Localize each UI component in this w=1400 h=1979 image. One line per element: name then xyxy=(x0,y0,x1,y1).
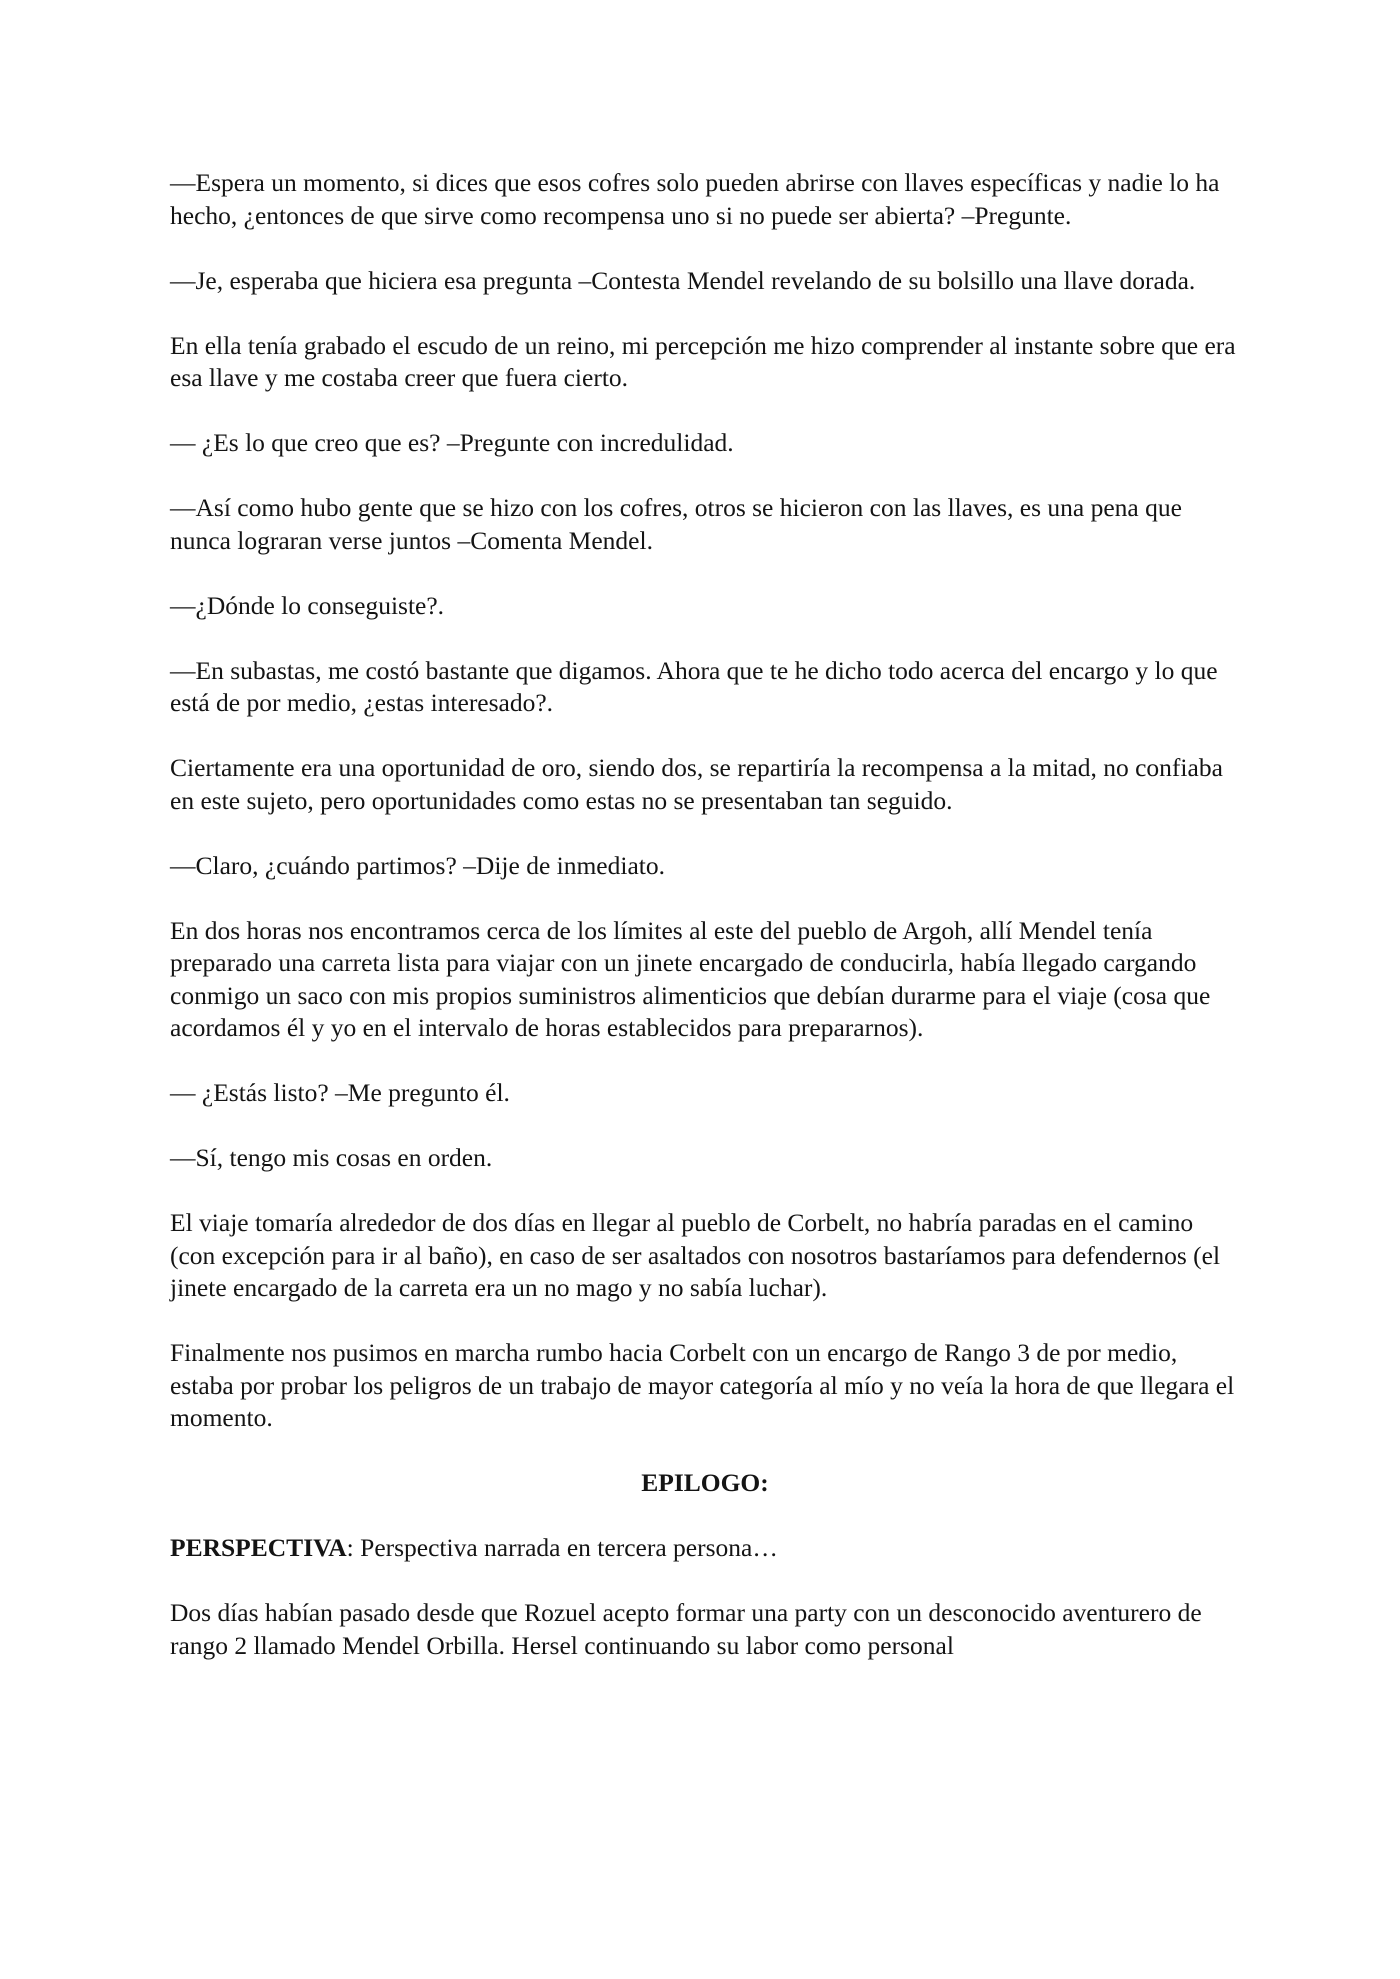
paragraph: — ¿Estás listo? –Me pregunto él. xyxy=(170,1078,510,1107)
paragraph: Dos días habían pasado desde que Rozuel acepto formar una party con un desconocido aventurero de rango 2 llamado Mendel Orbilla. Hersel continuando su labor como personal xyxy=(170,1598,1202,1660)
paragraph: —Je, esperaba que hiciera esa pregunta –Contesta Mendel revelando de su bolsillo una llave dorada. xyxy=(170,265,1196,295)
paragraph: Finalmente nos pusimos en marcha rumbo hacia Corbelt con un encargo de Rango 3 de por medio, estaba por probar los peligros de un trabajo de mayor categoría al mío y no veía la hora de que llegara el momento. xyxy=(170,1338,1235,1432)
paragraph: —Así como hubo gente que se hizo con los cofres, otros se hicieron con las llaves, es una pena que nunca lograran verse juntos –Comenta Mendel. xyxy=(170,493,1182,555)
paragraph: —Sí, tengo mis cosas en orden. xyxy=(170,1143,493,1172)
paragraph: En ella tenía grabado el escudo de un reino, mi percepción me hizo comprender al instante sobre que era esa llave y me costaba creer que fuera cierto. xyxy=(170,330,1236,392)
perspective-line xyxy=(170,1532,1240,1565)
perspective-label: PERSPECTIVA xyxy=(170,1533,347,1562)
paragraph: El viaje tomaría alrededor de dos días en llegar al pueblo de Corbelt, no habría paradas en el camino (con excepción para ir al baño), en caso de ser asaltados con nosotros bastaríamos para defendernos (el jinete encargado de la carreta era un no mago y no sabía luchar). xyxy=(170,1208,1221,1302)
paragraph: —Claro, ¿cuándo partimos? –Dije de inmediato. xyxy=(170,850,665,880)
paragraph: Ciertamente era una oportunidad de oro, siendo dos, se repartiría la recompensa a la mitad, no confiaba en este sujeto, pero oportunidades como estas no se presentaban tan seguido. xyxy=(170,753,1223,815)
epilogue-heading: EPILOGO: xyxy=(641,1468,769,1497)
paragraph: — ¿Es lo que creo que es? –Pregunte con incredulidad. xyxy=(170,428,734,457)
paragraph: —¿Dónde lo conseguiste?. xyxy=(170,590,445,620)
paragraph: —Espera un momento, si dices que esos cofres solo pueden abrirse con llaves específicas y nadie lo ha hecho, ¿entonces de que sirve como recompensa uno si no puede ser abierta? –Pregunte. xyxy=(170,168,1220,230)
perspective-text: : Perspectiva narrada en tercera persona… xyxy=(346,1533,778,1562)
document-body xyxy=(170,167,1240,1695)
paragraph: —En subastas, me costó bastante que digamos. Ahora que te he dicho todo acerca del encargo y lo que está de por medio, ¿estas interesado?. xyxy=(170,655,1218,717)
paragraph: En dos horas nos encontramos cerca de los límites al este del pueblo de Argoh, allí Mendel tenía preparado una carreta lista para viajar con un jinete encargado de conducirla, había llegado cargando conmigo un saco con mis propios suministros alimenticios que debían durarme para el viaje (cosa que acordamos él y yo en el intervalo de horas establecidos para prepararnos). xyxy=(170,915,1211,1042)
